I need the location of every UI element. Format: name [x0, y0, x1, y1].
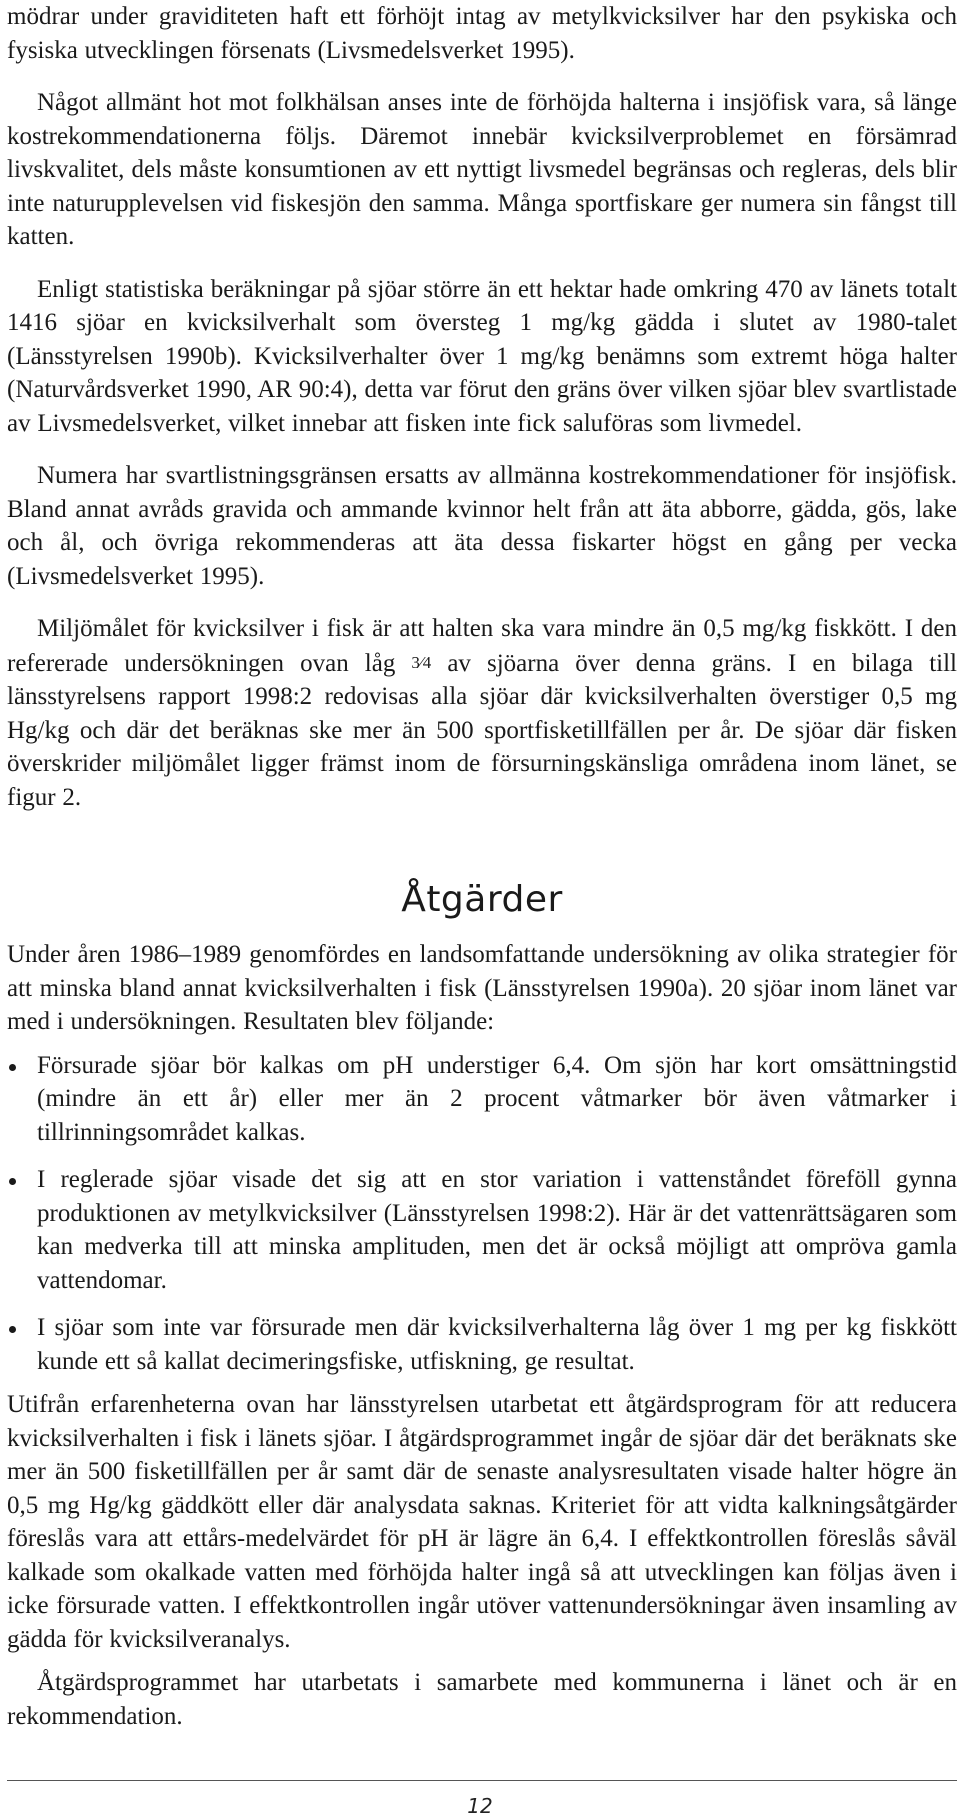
list-item: [7, 1311, 957, 1378]
paragraph-public-health: Något allmänt hot mot folkhälsan anses inte de förhöjda halterna i insjöfisk vara, så länge kostrekommendationerna följs. Däremot innebär kvicksilverproblemet en försämrad livskvalitet, dels måste konsumtionen av ett nyttigt livsmedel begränsas och regleras, dels blir inte naturupplevelsen vid fiskesjön den samma. Många sportfiskare ger numera sin fångst till katten.: [7, 89, 957, 250]
bullet-icon: [9, 1064, 16, 1071]
list-item-text: I reglerade sjöar visade det sig att en stor variation i vattenståndet föreföll gynna produktionen av metylkvicksilver (Länsstyrelsen 1998:2). Här är det vattenrättsägaren som kan medverka till att minska amplituden, men det är också möjligt att ompröva gamla vattendomar.: [37, 1166, 957, 1294]
document-page: [7, 0, 957, 1733]
paragraph-continued: mödrar under graviditeten haft ett förhöjt intag av metylkvicksilver har den psykiska och fysiska utvecklingen försenats (Livsmedelsverket 1995).: [7, 3, 957, 64]
bullet-icon: [9, 1178, 16, 1185]
results-list: [7, 1049, 957, 1379]
paragraph-closing: Åtgärdsprogrammet har utarbetats i samarbete med kommunerna i länet och är en rekommendation.: [7, 1669, 957, 1730]
goal-text-start: Miljömålet för kvicksilver i fisk är att halten ska vara mindre än 0,5 mg/kg fiskkött. I den refererade undersökningen ovan låg: [7, 615, 957, 677]
goal-text-end: av sjöarna över denna gräns. I en bilaga till länsstyrelsens rapport 1998:2 redovisas alla sjöar där kvicksilverhalten överstiger 0,5 mg Hg/kg och där det beräknas ske mer än 500 sportfisketillfällen per år. De sjöar där fisken överskrider miljömålet ligger främst inom de försurningskänsliga områdena inom länet, se figur 2.: [7, 649, 957, 811]
section-heading: Åtgärder: [401, 879, 563, 920]
paragraph-statistics: Enligt statistiska beräkningar på sjöar större än ett hektar hade omkring 470 av länets totalt 1416 sjöar en kvicksilverhalt som översteg 1 mg/kg gädda i slutet av 1980-talet (Länsstyrelsen 1990b). Kvicksilverhalter över 1 mg/kg benämns som extremt höga halter (Naturvårdsverket 1990, AR 90:4), detta var förut den gräns över vilken sjöar blev svartlistade av Livsmedelsverket, vilket innebar att fisken inte fick saluföras som livmedel.: [7, 275, 957, 437]
paragraph-recommendations: Numera har svartlistningsgränsen ersatts av allmänna kostrekommendationer för insjöfisk. Bland annat avråds gravida och ammande kvinnor helt från att äta abborre, gädda, gös, lake och ål, och övriga rekommenderas att äta dessa fiskarter högst en gång per vecka (Livsmedelsverket 1995).: [7, 462, 957, 590]
list-item-text: I sjöar som inte var försurade men där kvicksilverhalterna låg över 1 mg per kg fiskkött kunde ett så kallat decimeringsfiske, utfiskning, ge resultat.: [37, 1314, 957, 1375]
section-intro: Under åren 1986–1989 genomfördes en landsomfattande undersökning av olika strategier för att minska bland annat kvicksilverhalten i fisk (Länsstyrelsen 1990a). 20 sjöar inom länet var med i undersökningen. Resultaten blev följande:: [7, 941, 957, 1035]
page-number: 12: [467, 1794, 493, 1818]
fraction-three-quarters: 3⁄4: [411, 652, 432, 672]
paragraph-environmental-goal: [7, 612, 957, 814]
list-item-text: Försurade sjöar bör kalkas om pH understiger 6,4. Om sjön har kort omsättningstid (mindre än ett år) eller mer än 2 procent våtmarker bör även våtmarker i tillrinningsområdet kalkas.: [37, 1051, 957, 1146]
paragraph-action-program: Utifrån erfarenheterna ovan har länsstyrelsen utarbetat ett åtgärdsprogram för att reducera kvicksilverhalten i fisk i länets sjöar. I åtgärdsprogrammet ingår de sjöar där det beräknats ske mer än 500 fisketillfällen per år samt där de senaste analysresultaten visade halter högre än 0,5 mg Hg/kg gäddkött eller där analysdata saknas. Kriteriet för att vidta kalkningsåtgärder föreslås vara att ettårs-medelvärdet för pH är lägre än 6,4. I effektkontrollen föreslås såväl kalkade som okalkade vatten med förhöjda halter ingå så att utvecklingen kan följas även i icke försurade vatten. I effektkontrollen ingår utöver vattenundersökningar även insamling av gädda för kvicksilveranalys.: [7, 1391, 957, 1653]
footer-divider: [7, 1780, 957, 1781]
bullet-icon: [9, 1326, 16, 1333]
list-item: [7, 1163, 957, 1297]
list-item: [7, 1049, 957, 1150]
